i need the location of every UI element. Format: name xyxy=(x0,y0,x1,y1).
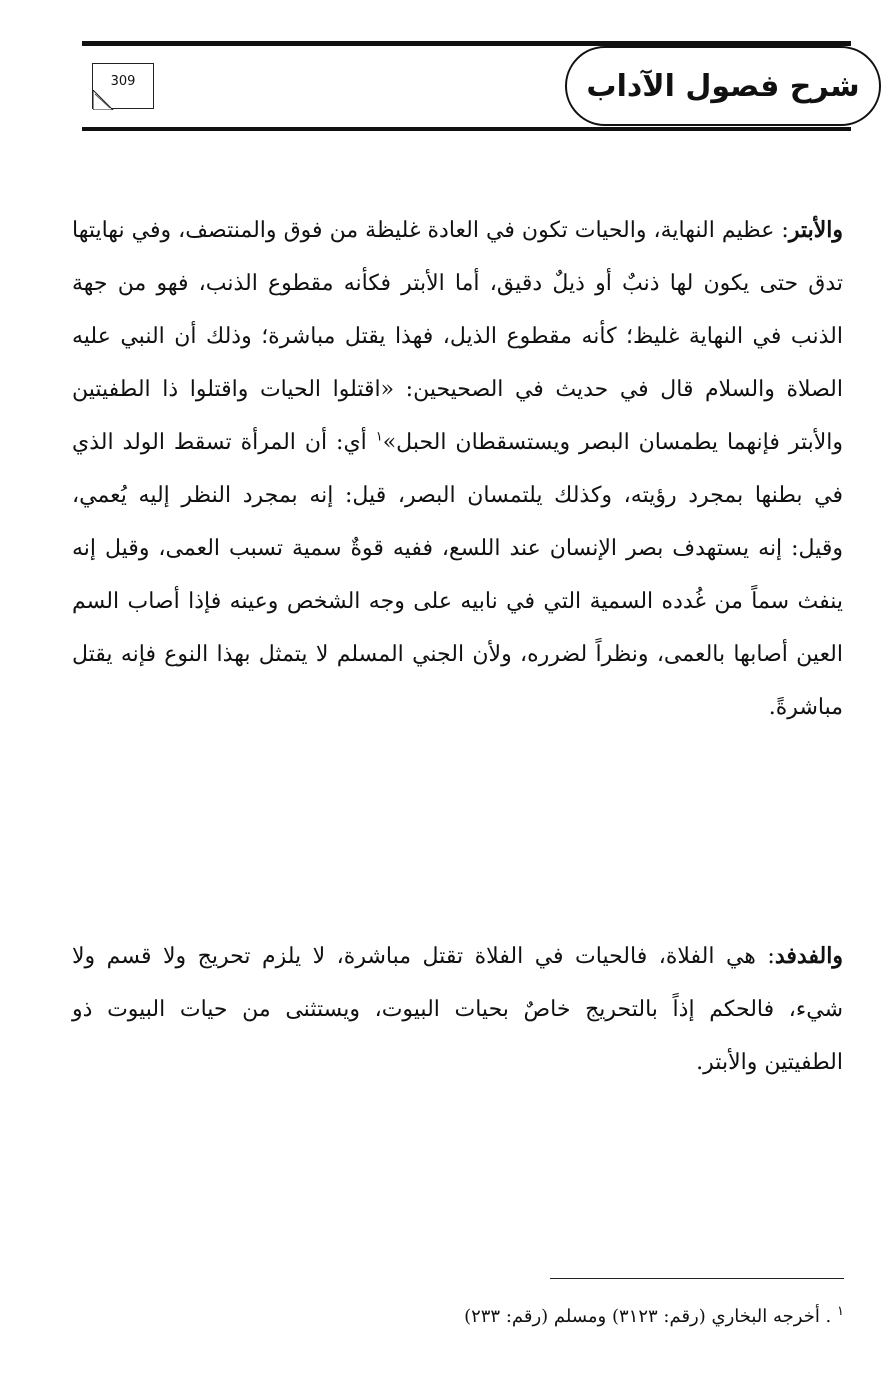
running-title: شرح فصول الآداب xyxy=(586,68,860,104)
running-title-box xyxy=(565,46,881,126)
paragraph-abtar-text: : عظيم النهاية، والحيات تكون في العادة غليظة من فوق والمنتصف، وفي نهايتها تدق حتى يكون لها ذنبٌ أو ذيلٌ دقيق، أما الأبتر فكأنه مقطوع الذنب، فهو من جهة الذنب في النهاية غليظ؛ كأنه مقطوع الذيل، فهذا يقتل مباشرة؛ وذلك أن النبي عليه الصلاة والسلام قال في حديث في الصحيحين: «اقتلوا الحيات واقتلوا ذا الطفيتين والأبتر فإنهما يطمسان البصر ويستسقطان الحبل» xyxy=(72,218,843,455)
paragraph-abtar xyxy=(72,204,843,734)
term-fadfad: والفدفد xyxy=(774,943,843,969)
footnote-text: . أخرجه البخاري (رقم: ٣١٢٣) ومسلم (رقم: ٢٣٣) xyxy=(464,1306,838,1327)
paragraph-fadfad xyxy=(72,930,843,1089)
term-abtar: والأبتر xyxy=(788,217,843,243)
footnote-reference[interactable]: ١ xyxy=(375,429,383,445)
footnote-separator xyxy=(550,1278,844,1279)
paragraph-fadfad-text: : هي الفلاة، فالحيات في الفلاة تقتل مباشرة، لا يلزم تحريج ولا قسم ولا شيء، فالحكم إذاً بالتحريج خاصٌ بحيات البيوت، ويستثنى من حيات البيوت ذو الطفيتين والأبتر. xyxy=(72,944,843,1075)
footnote xyxy=(250,1302,844,1332)
page-number: 309 xyxy=(110,74,136,89)
paragraph-abtar-text-continued: أي: أن المرأة تسقط الولد الذي في بطنها بمجرد رؤيته، وكذلك يلتمسان البصر، قيل: إنه بمجرد النظر إليه يُعمي، وقيل: إنه يستهدف بصر الإنسان عند اللسع، ففيه قوةٌ سمية تسبب العمى، وقيل إنه ينفث سماً من غُدده السمية التي في نابيه على وجه الشخص وعينه فإذا أصاب السم العين أصابها بالعمى، ونظراً لضرره، ولأن الجني المسلم لا يتمثل بهذا النوع فإنه يقتل مباشرةً. xyxy=(72,430,844,720)
page-curl-icon xyxy=(93,90,115,110)
header-bottom-rule xyxy=(82,127,851,131)
footnote-marker: ١ xyxy=(837,1304,844,1319)
